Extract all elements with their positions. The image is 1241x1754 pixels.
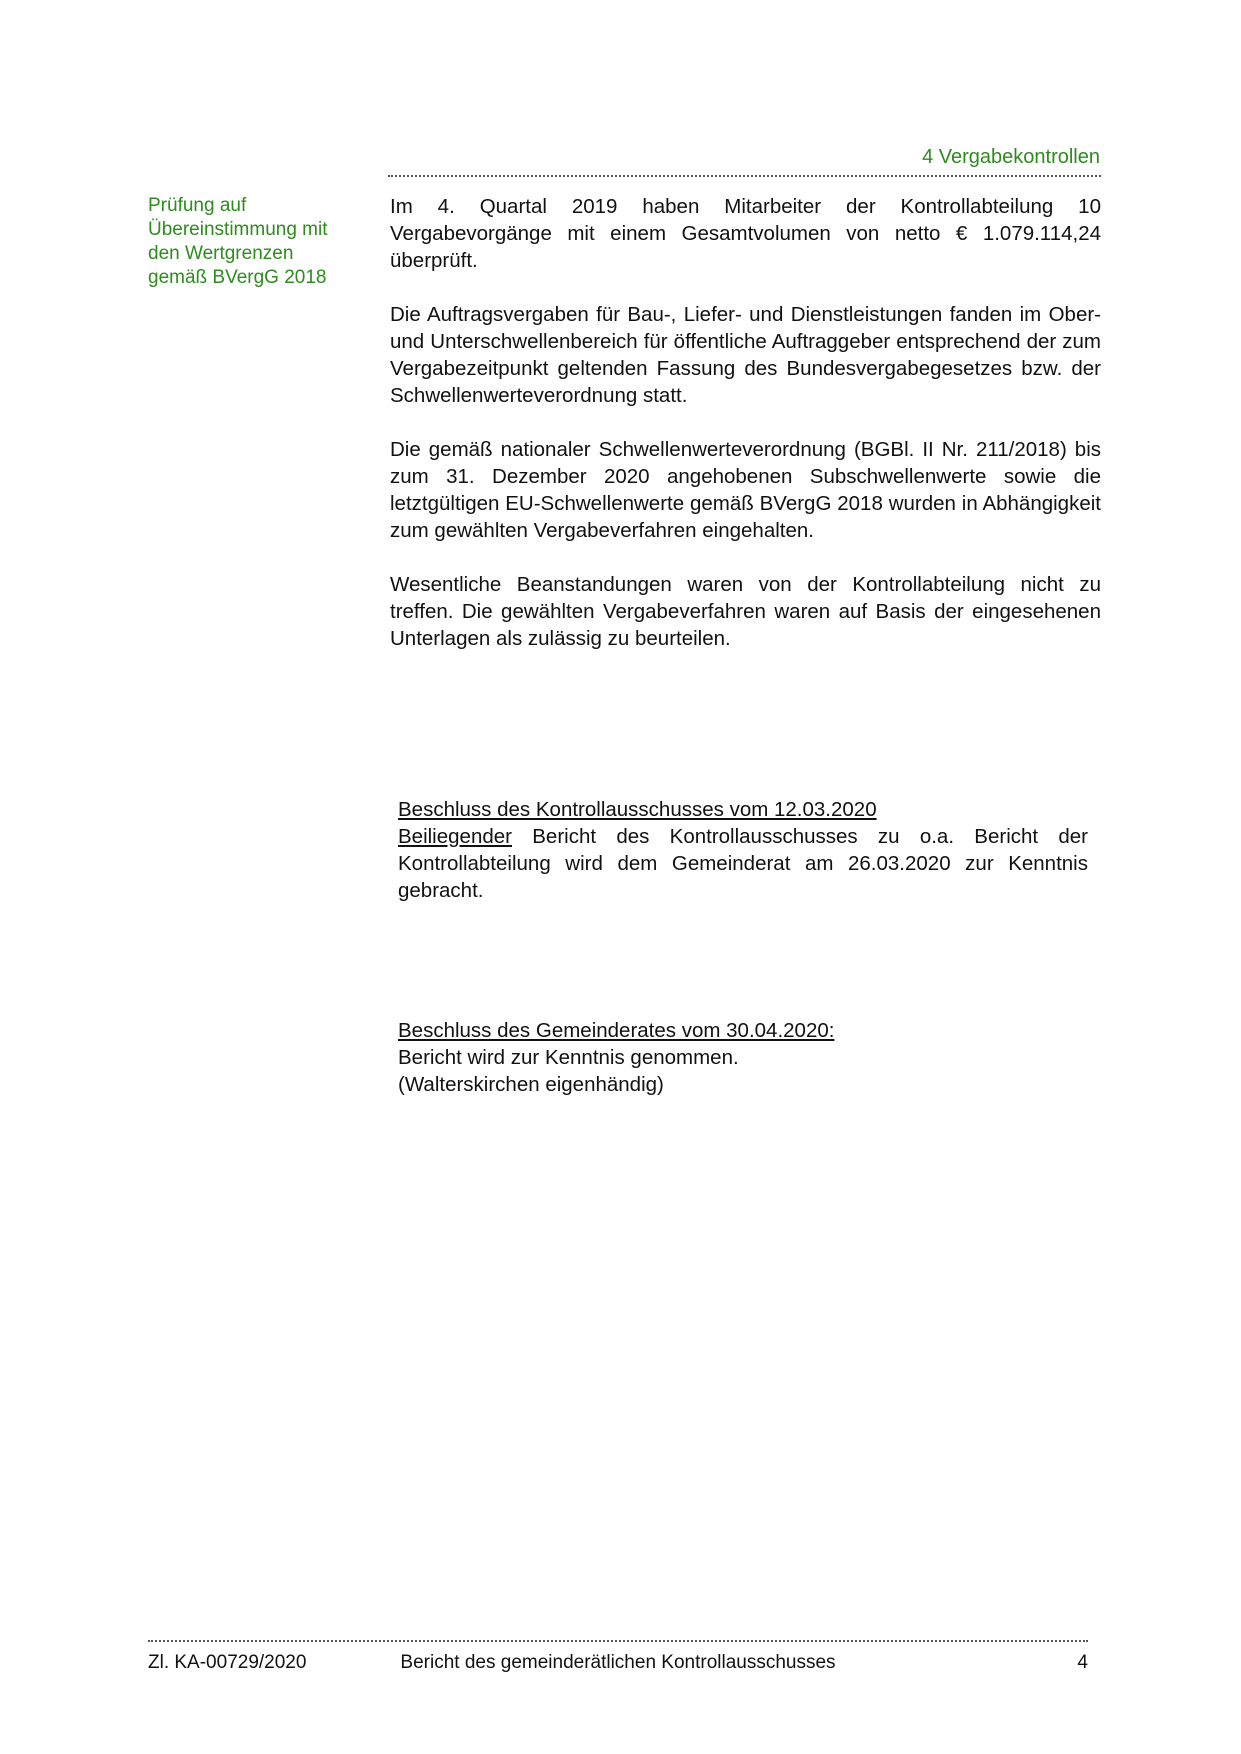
council-resolution-line: Bericht wird zur Kenntnis genommen. <box>398 1046 739 1069</box>
body-paragraph: Im 4. Quartal 2019 haben Mitarbeiter der Kontrollabteilung 10 Vergabevorgänge mit einem Gesamtvolumen von netto € 1.079.114,24 überprüft. <box>390 195 1101 272</box>
footer-divider <box>148 1640 1088 1642</box>
margin-note-line: gemäß BVergG 2018 <box>148 267 327 288</box>
margin-note-line: den Wertgrenzen <box>148 243 294 264</box>
page-number: 4 <box>1077 1652 1088 1673</box>
committee-resolution <box>398 796 1088 904</box>
footer-reference: Zl. KA-00729/2020 <box>148 1652 307 1673</box>
section-title: 4 Vergabekontrollen <box>922 146 1100 168</box>
committee-resolution-lead: Beiliegender <box>398 825 512 848</box>
margin-note <box>148 194 368 290</box>
margin-note-line: Übereinstimmung mit <box>148 219 328 240</box>
margin-note-line: Prüfung auf <box>148 195 247 216</box>
council-resolution <box>398 1017 1088 1098</box>
council-resolution-heading: Beschluss des Gemeinderates vom 30.04.2020: <box>398 1019 835 1042</box>
body-paragraph: Die gemäß nationaler Schwellenwerteverordnung (BGBl. II Nr. 211/2018) bis zum 31. Dezember 2020 angehobenen Subschwellenwerte sowie die letztgültigen EU-Schwellenwerte gemäß BVergG 2018 wurden in Abhängigkeit zum gewählten Vergabeverfahren eingehalten. <box>390 438 1101 542</box>
body-paragraph: Die Auftragsvergaben für Bau-, Liefer- und Dienstleistungen fanden im Ober- und Unterschwellenbereich für öffentliche Auftraggeber entsprechend der zum Vergabezeitpunkt geltenden Fassung des Bundesvergabegesetzes bzw. der Schwellenwerteverordnung statt. <box>390 303 1101 407</box>
header-divider <box>388 175 1101 177</box>
council-resolution-signature: (Walterskirchen eigenhändig) <box>398 1073 664 1096</box>
committee-resolution-heading: Beschluss des Kontrollausschusses vom 12.03.2020 <box>398 798 877 821</box>
committee-resolution-body: Bericht des Kontrollausschusses zu o.a. Bericht der Kontrollabteilung wird dem Gemeinderat am 26.03.2020 zur Kenntnis gebracht. <box>398 825 1088 902</box>
committee-resolution-text <box>398 823 1088 904</box>
footer-report-title: Bericht des gemeinderätlichen Kontrollausschusses <box>400 1652 836 1673</box>
body-paragraph: Wesentliche Beanstandungen waren von der Kontrollabteilung nicht zu treffen. Die gewählten Vergabeverfahren waren auf Basis der eingesehenen Unterlagen als zulässig zu beurteilen. <box>390 573 1101 650</box>
main-body <box>390 193 1101 679</box>
